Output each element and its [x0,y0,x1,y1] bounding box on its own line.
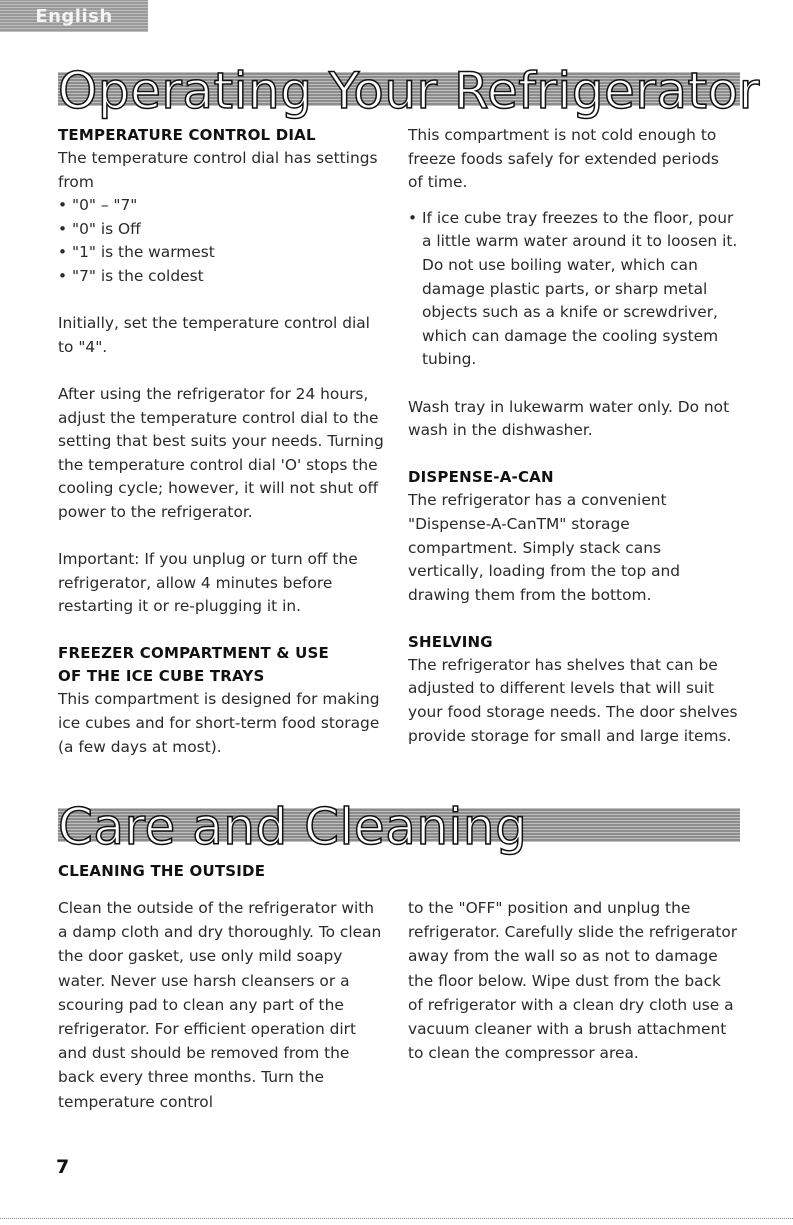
list-item: • "0" – "7" [58,194,386,218]
important-note-paragraph: Important: If you unplug or turn off the refrigerator, allow 4 minutes before restarting it or re-plugging it in. [58,550,358,616]
language-tab [0,0,148,32]
freezer-heading-line2: OF THE ICE CUBE TRAYS [58,667,265,686]
operating-left-column [58,124,386,759]
cleaning-right-paragraph: to the "OFF" position and unplug the refrigerator. Carefully slide the refrigerator away from the wall so as not to damage the floor below. Wipe dust from the back of refrigerator with a clean dry cloth use a vacuum cleaner with a brush attachment to clean the compressor area. [408,899,738,1063]
initial-setting-paragraph: Initially, set the temperature control dial to "4". [58,314,370,356]
adjust-dial-paragraph: After using the refrigerator for 24 hours, adjust the temperature control dial to the setting that best suits your needs. Turning the temperature control dial 'O' stops the cooling cycle; however, it will not shut off power to the refrigerator. [58,384,384,521]
list-item: • If ice cube tray freezes to the floor, pour a little warm water around it to loosen it. Do not use boiling water, which can damage plastic parts, or sharp metal objects such as a knife or screwdriver, which can damage the cooling system tubing. [408,207,738,372]
not-cold-paragraph: This compartment is not cold enough to freeze foods safely for extended periods of time. [408,126,719,192]
shelving-heading: SHELVING [408,632,493,651]
temperature-dial-heading: TEMPERATURE CONTROL DIAL [58,126,316,144]
shelving-paragraph: The refrigerator has shelves that can be adjusted to different levels that will suit your food storage needs. The door shelves provide storage for small and large items. [408,655,738,745]
operating-right-column [408,124,738,748]
temperature-dial-intro: The temperature control dial has settings from [58,149,378,191]
cleaning-outside-heading: CLEANING THE OUTSIDE [58,862,266,880]
bottom-rule [0,1218,793,1220]
wash-tray-paragraph: Wash tray in lukewarm water only. Do not wash in the dishwasher. [408,397,730,440]
temperature-settings-list [58,194,386,288]
dispense-a-can-heading: DISPENSE-A-CAN [408,468,554,487]
ice-tray-list [408,207,738,372]
section-title-operating: Operating Your Refrigerator [58,62,760,120]
cleaning-heading-block [58,860,738,883]
cleaning-left-column [58,896,386,1114]
dispense-a-can-paragraph: The refrigerator has a convenient "Dispense-A-CanTM" storage compartment. Simply stack cans vertically, loading from the top and drawing them from the bottom. [408,491,681,604]
freezer-paragraph: This compartment is designed for making ice cubes and for short-term food storage (a few days at most). [58,690,380,756]
cleaning-right-column [408,896,738,1065]
language-label: English [35,5,113,27]
list-item: • "7" is the coldest [58,265,386,289]
list-item: • "0" is Off [58,218,386,242]
list-item: • "1" is the warmest [58,241,386,265]
freezer-heading-line1: FREEZER COMPARTMENT & USE [58,644,329,663]
section-title-care-cleaning: Care and Cleaning [58,798,528,856]
page-number: 7 [56,1156,70,1178]
cleaning-left-paragraph: Clean the outside of the refrigerator with a damp cloth and dry thoroughly. To clean the door gasket, use only mild soapy water. Never use harsh cleansers or a scouring pad to clean any part of the refrigerator. For efficient operation dirt and dust should be removed from the back every three months. Turn the temperature control [58,899,382,1111]
